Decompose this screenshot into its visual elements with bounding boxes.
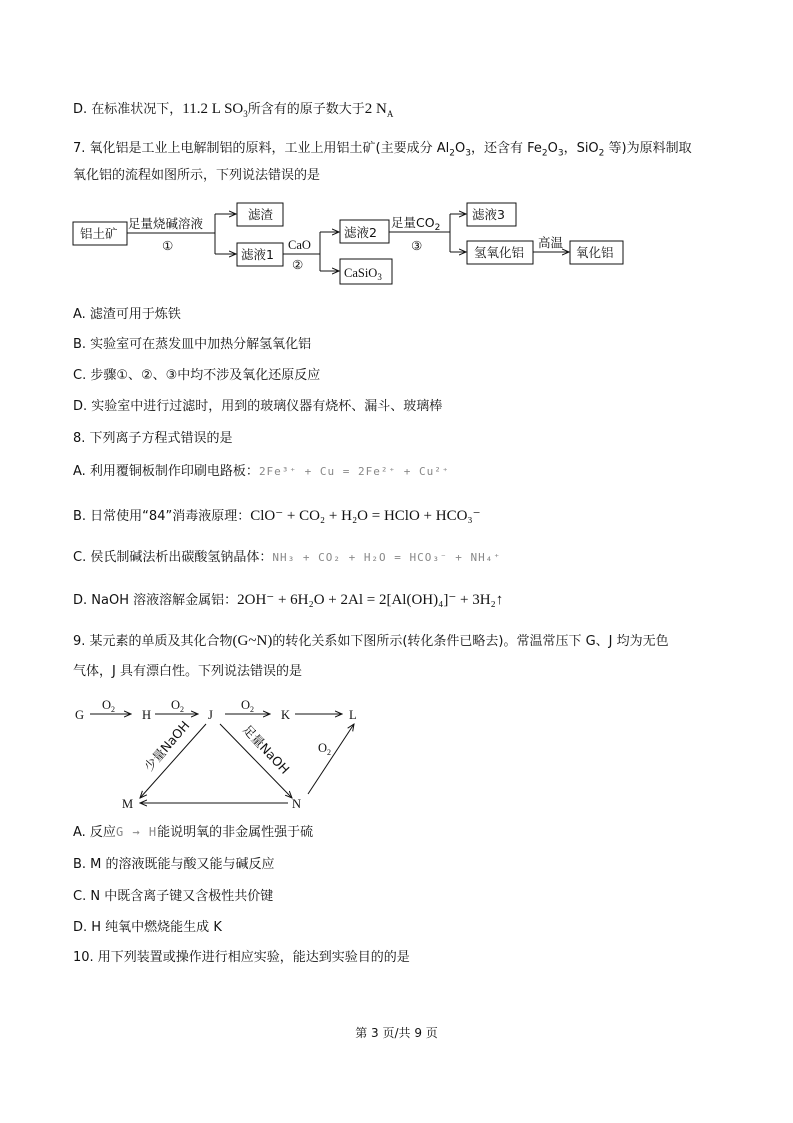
q8d-text: D. NaOH 溶液溶解金属铝： <box>73 593 238 608</box>
q7-l1d: O <box>547 141 558 156</box>
q9-l1b: 的转化关系如下图所示(转化条件已略去)。常温常压下 G、J 均为无色 <box>272 634 669 649</box>
q8c-text: C. 侯氏制碱法析出碳酸氢钠晶体： <box>73 550 273 565</box>
node-g: G <box>75 708 85 722</box>
q8-option-c <box>73 548 501 568</box>
q8-option-a <box>73 462 450 482</box>
o2-label-1 <box>102 698 115 714</box>
q9a-post: 能说明氧的非金属性强于硫 <box>157 825 314 840</box>
node-m: M <box>122 797 134 811</box>
q7-l1s1: 2 <box>449 148 455 159</box>
label-aloh: 氢氧化铝 <box>474 245 525 260</box>
o2-3-sub: 2 <box>250 705 255 714</box>
q9-diagram <box>70 690 370 815</box>
casio3-main: CaSiO <box>344 266 378 280</box>
o2-4-main: O <box>318 741 328 755</box>
q6d-math1 <box>182 101 247 117</box>
casio3-sub: 3 <box>377 272 382 282</box>
node-j: J <box>208 708 213 722</box>
q9-option-c: C. N 中既含离子键又含极性共价键 <box>73 889 274 904</box>
q8b-equation: ClO⁻ + CO₂ + H₂O = HClO + HCO₃⁻ <box>250 508 481 524</box>
q8c-equation: NH₃ + CO₂ + H₂O = HCO₃⁻ + NH₄⁺ <box>272 551 502 564</box>
q9-l1a: 9. 某元素的单质及其化合物 <box>73 634 233 649</box>
q6-option-d <box>73 99 393 124</box>
q7-l1s2: 3 <box>465 148 471 159</box>
q9-l1-math: (G~N) <box>232 633 273 649</box>
reagent3-main: 足量CO <box>391 215 435 230</box>
label-residue: 滤渣 <box>248 207 274 222</box>
node-k: K <box>281 708 291 722</box>
q9-option-a <box>73 822 313 843</box>
q7-l1e: ，SiO <box>563 141 599 156</box>
o2-label-4 <box>318 741 331 757</box>
label-filtrate1: 滤液1 <box>241 247 274 262</box>
o2-label-3 <box>241 698 254 714</box>
node-n: N <box>292 797 302 811</box>
node-h: H <box>142 708 152 722</box>
label-reagent2: CaO <box>288 238 311 252</box>
q8a-text: A. 利用覆铜板制作印刷电路板： <box>73 464 259 479</box>
label-casio3 <box>344 266 382 282</box>
q7-option-b: B. 实验室可在蒸发皿中加热分解氢氧化铝 <box>73 337 312 352</box>
q6d-mid: 所含有的原子数大于 <box>247 102 365 117</box>
q10-stem: 10. 用下列装置或操作进行相应实验，能达到实验目的的是 <box>73 950 410 965</box>
o2-4-sub: 2 <box>327 748 332 757</box>
label-step1: ① <box>162 238 174 253</box>
o2-1-sub: 2 <box>111 705 116 714</box>
q7-l1s3: 2 <box>541 148 548 159</box>
o2-2-main: O <box>171 698 181 712</box>
q7-flowchart <box>70 196 630 292</box>
q8a-equation: 2Fe³⁺ + Cu = 2Fe²⁺ + Cu²⁺ <box>258 465 450 478</box>
q8-option-b <box>73 506 481 527</box>
q7-l1s4: 3 <box>557 148 564 159</box>
label-reagent3 <box>391 215 440 233</box>
reagent3-sub: 2 <box>434 223 441 233</box>
label-filtrate3: 滤液3 <box>472 207 505 222</box>
q8-option-d <box>73 590 503 611</box>
q7-option-a: A. 滤渣可用于炼铁 <box>73 307 181 322</box>
q7-l1c: ，还含有 Fe <box>470 141 542 156</box>
q7-l1b: O <box>454 141 466 156</box>
page-footer: 第 3 页/共 9 页 <box>355 1026 438 1040</box>
label-excess-naoh: 足量NaOH <box>239 721 293 777</box>
q9-stem-line1 <box>73 631 669 652</box>
o2-label-2 <box>171 698 184 714</box>
label-step2: ② <box>292 257 304 272</box>
q6d-sub2: A <box>386 109 394 119</box>
q7-stem-line2: 氧化铝的流程如图所示，下列说法错误的是 <box>73 168 321 183</box>
o2-2-sub: 2 <box>180 705 185 714</box>
q9-option-d: D. H 纯氧中燃烧能生成 K <box>73 920 222 935</box>
q7-l1a: 7. 氧化铝是工业上电解制铝的原料，工业上用铝土矿(主要成分 Al <box>73 141 450 156</box>
q7-stem-line1 <box>73 139 692 164</box>
q8b-text: B. 日常使用“84”消毒液原理： <box>73 509 251 524</box>
label-little-naoh: 少量NaOH <box>140 717 193 774</box>
q6d-math2 <box>365 101 394 117</box>
label-alumina: 氧化铝 <box>576 245 614 260</box>
q6d-math1-text: 11.2 L SO <box>182 101 244 117</box>
label-reagent4: 高温 <box>538 235 564 250</box>
q6d-sub: 3 <box>243 109 248 119</box>
q6d-math2-text: 2 N <box>364 101 387 117</box>
o2-3-main: O <box>241 698 251 712</box>
q7-l1f: 等)为原料制取 <box>604 141 692 156</box>
q7-option-d: D. 实验室中进行过滤时，用到的玻璃仪器有烧杯、漏斗、玻璃棒 <box>73 399 443 414</box>
q7-l1s5: 2 <box>598 148 605 159</box>
label-bauxite: 铝土矿 <box>80 226 118 241</box>
label-step3: ③ <box>411 238 423 253</box>
q8-stem: 8. 下列离子方程式错误的是 <box>73 431 233 446</box>
q8d-equation: 2OH⁻ + 6H₂O + 2Al = 2[Al(OH)₄]⁻ + 3H₂↑ <box>237 592 504 608</box>
q6d-prefix: D. 在标准状况下， <box>73 102 183 117</box>
node-l: L <box>349 708 357 722</box>
q9-stem-line2: 气体，J 具有漂白性。下列说法错误的是 <box>73 664 302 679</box>
q9a-pre: A. 反应 <box>73 825 116 840</box>
q9-option-b: B. M 的溶液既能与酸又能与碱反应 <box>73 857 275 872</box>
label-reagent1: 足量烧碱溶液 <box>128 216 204 231</box>
q7-option-c: C. 步骤①、②、③中均不涉及氧化还原反应 <box>73 368 321 383</box>
q9a-math: G → H <box>115 825 158 839</box>
o2-1-main: O <box>102 698 112 712</box>
label-filtrate2: 滤液2 <box>344 225 377 240</box>
